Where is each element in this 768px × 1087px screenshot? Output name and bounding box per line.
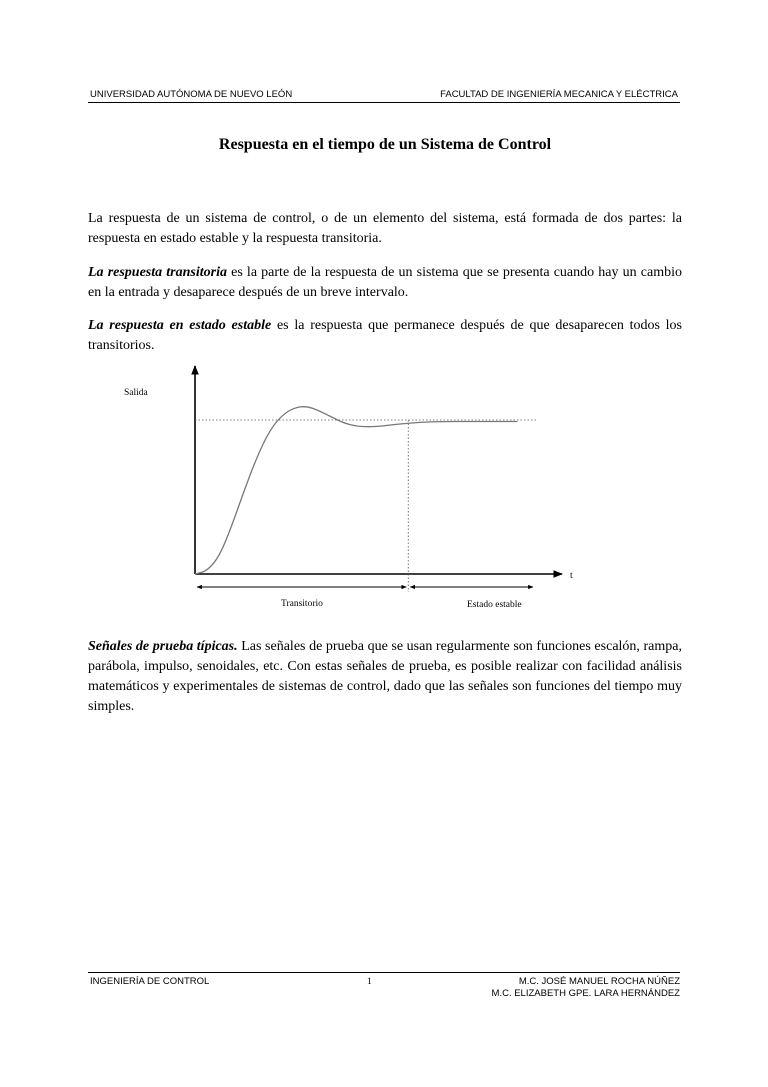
response-curve (195, 407, 517, 574)
footer-author-2: M.C. ELIZABETH GPE. LARA HERNÁNDEZ (491, 988, 680, 999)
footer-author-1: M.C. JOSÉ MANUEL ROCHA NÚÑEZ (518, 976, 680, 987)
transient-label: Transitorio (281, 599, 323, 609)
paragraph-test-signals (88, 637, 682, 717)
header-rule (88, 102, 680, 103)
paragraph-intro: La respuesta de un sistema de control, o de un elemento del sistema, está formada de dos partes: la respuesta en estado estable y la respuesta transitoria. (88, 211, 682, 246)
x-axis-label: t (570, 571, 573, 581)
text-transient: es la parte de la respuesta de un sistema que se presenta cuando hay un cambio en la entrada y desaparece después de un breve intervalo. (88, 265, 682, 300)
footer-authors (492, 976, 680, 1000)
paragraph-transient (88, 263, 682, 303)
page-title: Respuesta en el tiempo de un Sistema de Control (218, 136, 552, 153)
text-test-signals: Las señales de prueba que se usan regularmente son funciones escalón, rampa, parábola, impulso, senoidales, etc. Con estas señales de prueba, es posible realizar con facilidad análisis matemáticos y experimentales de sistemas de control, dado que las señales son funciones del tiempo muy simples. (88, 639, 682, 714)
footer-course: INGENIERÍA DE CONTROL (90, 976, 210, 987)
term-test-signals: Señales de prueba típicas. (88, 639, 238, 654)
steady-label: Estado estable (467, 600, 522, 610)
page-header (88, 89, 680, 103)
footer-rule (88, 972, 680, 973)
footer-page-number: 1 (367, 977, 372, 987)
term-steady: La respuesta en estado estable (88, 318, 272, 333)
y-axis-label: Salida (124, 388, 148, 398)
response-figure (88, 362, 588, 618)
term-transient: La respuesta transitoria (88, 265, 227, 280)
header-faculty: FACULTAD DE INGENIERÍA MECANICA Y ELÉCTRICA (440, 89, 678, 100)
text-steady: es la respuesta que permanece después de que desaparecen todos los transitorios. (88, 318, 682, 353)
header-university: UNIVERSIDAD AUTÓNOMA DE NUEVO LEÓN (90, 89, 293, 100)
paragraph-steady (88, 316, 682, 356)
